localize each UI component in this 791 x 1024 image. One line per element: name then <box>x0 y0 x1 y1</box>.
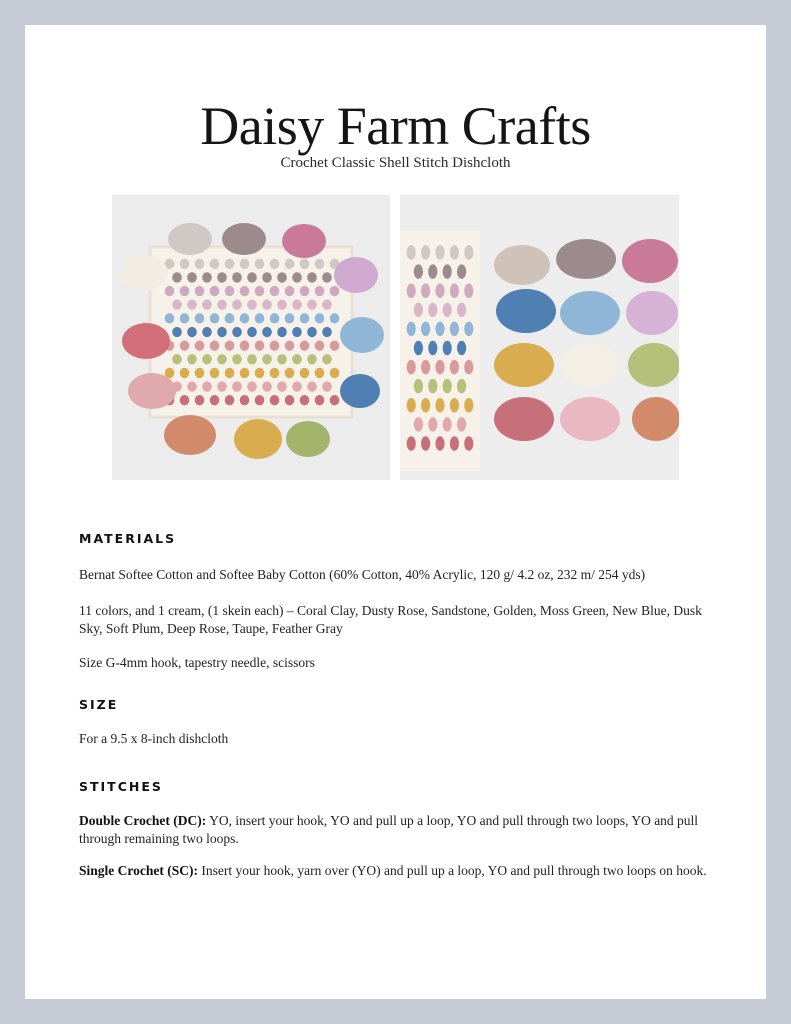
shell-stitch <box>180 313 190 323</box>
shell-stitch <box>464 436 473 451</box>
shell-stitch <box>195 286 205 296</box>
shell-stitch <box>443 341 452 356</box>
shell-stitch <box>225 340 235 350</box>
shell-stitch <box>421 360 430 375</box>
shell-stitch <box>247 300 257 310</box>
shell-stitch <box>202 381 212 391</box>
shell-stitch <box>421 436 430 451</box>
shell-stitch <box>414 264 423 279</box>
shell-stitch <box>195 313 205 323</box>
document-page <box>25 25 766 999</box>
shell-stitch <box>180 340 190 350</box>
shell-stitch <box>292 272 302 282</box>
shell-stitch <box>172 327 182 337</box>
shell-stitch <box>210 286 220 296</box>
shell-stitch <box>428 264 437 279</box>
shell-stitch <box>262 327 272 337</box>
shell-stitch <box>195 340 205 350</box>
size-text: For a 9.5 x 8-inch dishcloth <box>79 731 229 746</box>
shell-stitch <box>307 300 317 310</box>
stitches-heading: STITCHES <box>79 779 163 794</box>
shell-stitch <box>428 417 437 432</box>
shell-stitch <box>307 354 317 364</box>
shell-stitch <box>225 286 235 296</box>
shell-stitch <box>428 341 437 356</box>
shell-stitch <box>270 259 280 269</box>
shell-stitch <box>270 368 280 378</box>
shell-stitch <box>450 360 459 375</box>
shell-stitch <box>300 395 310 405</box>
shell-stitch <box>443 303 452 318</box>
stitch-term: Double Crochet (DC): <box>79 813 207 828</box>
shell-stitch <box>270 286 280 296</box>
shell-stitch <box>457 341 466 356</box>
shell-stitch <box>414 417 423 432</box>
shell-stitch <box>210 340 220 350</box>
yarn-colors-photo <box>400 195 679 480</box>
shell-stitch <box>195 368 205 378</box>
shell-stitch <box>292 327 302 337</box>
shell-stitch <box>165 286 175 296</box>
shell-stitch <box>232 354 242 364</box>
shell-stitch <box>277 300 287 310</box>
shell-stitch <box>464 360 473 375</box>
shell-stitch <box>322 381 332 391</box>
shell-stitch <box>322 300 332 310</box>
shell-stitch <box>210 395 220 405</box>
shell-stitch <box>195 395 205 405</box>
shell-stitch <box>195 259 205 269</box>
pattern-subtitle: Crochet Classic Shell Stitch Dishcloth <box>280 155 511 171</box>
shell-stitch <box>322 327 332 337</box>
materials-colors: 11 colors, and 1 cream, (1 skein each) – Coral Clay, Dusty Rose, Sandstone, Golden, Moss Green, New Blue, Dusk Sky, Soft Plum, Deep Rose, Taupe, Feather Gray <box>79 603 702 636</box>
shell-stitch <box>457 303 466 318</box>
shell-stitch <box>217 381 227 391</box>
shell-stitch <box>322 272 332 282</box>
shell-stitch <box>450 283 459 298</box>
shell-stitch <box>262 381 272 391</box>
shell-stitch <box>262 354 272 364</box>
shell-stitch <box>240 286 250 296</box>
shell-stitch <box>285 368 295 378</box>
shell-stitch <box>232 272 242 282</box>
shell-stitch <box>450 398 459 413</box>
shell-stitch <box>172 300 182 310</box>
shell-stitch <box>421 322 430 337</box>
shell-stitch <box>435 283 444 298</box>
shell-stitch <box>210 259 220 269</box>
shell-stitch <box>300 286 310 296</box>
materials-tools: Size G-4mm hook, tapestry needle, scissors <box>79 655 315 670</box>
shell-stitch <box>217 272 227 282</box>
shell-stitch <box>307 381 317 391</box>
shell-stitch <box>315 313 325 323</box>
shell-stitch <box>202 300 212 310</box>
shell-stitch <box>464 398 473 413</box>
shell-stitch <box>407 245 416 260</box>
shell-stitch <box>285 259 295 269</box>
shell-stitch <box>180 368 190 378</box>
shell-stitch <box>285 286 295 296</box>
shell-stitch <box>322 354 332 364</box>
shell-stitch <box>443 379 452 394</box>
shell-stitch <box>407 398 416 413</box>
shell-stitch <box>292 381 302 391</box>
shell-stitch <box>217 327 227 337</box>
shell-stitch <box>262 272 272 282</box>
shell-stitch <box>187 327 197 337</box>
shell-stitch <box>255 395 265 405</box>
shell-stitch <box>255 259 265 269</box>
shell-stitch <box>247 381 257 391</box>
shell-stitch <box>172 272 182 282</box>
shell-stitch <box>180 286 190 296</box>
shell-stitch <box>300 259 310 269</box>
shell-stitch <box>315 286 325 296</box>
shell-stitch <box>300 313 310 323</box>
shell-stitch <box>307 272 317 282</box>
shell-stitch <box>414 379 423 394</box>
shell-stitch <box>457 264 466 279</box>
shell-stitch <box>262 300 272 310</box>
shell-stitch <box>414 341 423 356</box>
materials-yarn: Bernat Softee Cotton and Softee Baby Cotton (60% Cotton, 40% Acrylic, 120 g/ 4.2 oz, 232 m/ 254 yds) <box>79 567 646 582</box>
shell-stitch <box>407 283 416 298</box>
shell-stitch <box>450 245 459 260</box>
size-heading: SIZE <box>79 697 119 712</box>
shell-stitch <box>232 300 242 310</box>
dishcloth-photo <box>112 195 390 480</box>
shell-stitch <box>202 354 212 364</box>
shell-stitch <box>307 327 317 337</box>
shell-stitch <box>240 368 250 378</box>
shell-stitch <box>225 395 235 405</box>
shell-stitch <box>457 379 466 394</box>
shell-stitch <box>330 313 340 323</box>
shell-stitch <box>428 303 437 318</box>
shell-stitch <box>247 354 257 364</box>
shell-stitch <box>464 322 473 337</box>
stitch-double-crochet <box>79 812 719 848</box>
shell-stitch <box>225 368 235 378</box>
shell-stitch <box>435 436 444 451</box>
stitch-description: YO, insert your hook, YO and pull up a loop, YO and pull through two loops, YO and pull through remaining two loops. <box>79 813 699 846</box>
stitch-single-crochet <box>79 862 719 880</box>
shell-stitch <box>421 398 430 413</box>
shell-stitch <box>255 340 265 350</box>
shell-stitch <box>421 245 430 260</box>
shell-stitch <box>277 381 287 391</box>
shell-stitch <box>270 395 280 405</box>
shell-stitch <box>330 395 340 405</box>
shell-stitch <box>187 354 197 364</box>
stitch-term: Single Crochet (SC): <box>79 863 198 878</box>
shell-stitch <box>330 340 340 350</box>
shell-stitch <box>255 286 265 296</box>
shell-stitch <box>315 395 325 405</box>
shell-stitch <box>180 259 190 269</box>
shell-stitch <box>277 327 287 337</box>
shell-stitch <box>457 417 466 432</box>
shell-stitch <box>277 272 287 282</box>
shell-stitch <box>315 259 325 269</box>
shell-stitch <box>292 354 302 364</box>
shell-stitch <box>435 360 444 375</box>
shell-stitch <box>232 381 242 391</box>
shell-stitch <box>407 436 416 451</box>
shell-stitch <box>210 368 220 378</box>
shell-stitch <box>232 327 242 337</box>
shell-stitch <box>285 395 295 405</box>
shell-stitch <box>187 381 197 391</box>
shell-stitch <box>202 272 212 282</box>
materials-heading: MATERIALS <box>79 531 177 546</box>
shell-stitch <box>202 327 212 337</box>
shell-stitch <box>450 322 459 337</box>
shell-stitch <box>240 395 250 405</box>
shell-stitch <box>247 327 257 337</box>
shell-stitch <box>180 395 190 405</box>
shell-stitch <box>187 300 197 310</box>
shell-stitch <box>247 272 257 282</box>
shell-stitch <box>255 368 265 378</box>
shell-stitch <box>407 322 416 337</box>
shell-stitch <box>285 313 295 323</box>
shell-stitch <box>240 259 250 269</box>
shell-stitch <box>225 259 235 269</box>
shell-stitch <box>270 340 280 350</box>
shell-stitch <box>255 313 265 323</box>
shell-stitch <box>421 283 430 298</box>
shell-stitch <box>165 313 175 323</box>
shell-stitch <box>217 300 227 310</box>
shell-stitch <box>330 286 340 296</box>
shell-stitch <box>435 245 444 260</box>
shell-stitch <box>330 368 340 378</box>
shell-stitch <box>450 436 459 451</box>
shell-stitch <box>464 245 473 260</box>
shell-stitch <box>315 340 325 350</box>
shell-stitch <box>428 379 437 394</box>
shell-stitch <box>443 264 452 279</box>
shell-stitch <box>300 368 310 378</box>
stitch-description: Insert your hook, yarn over (YO) and pull up a loop, YO and pull through two loops on hook. <box>198 863 707 878</box>
shell-stitch <box>217 354 227 364</box>
brand-title: Daisy Farm Crafts <box>200 96 591 156</box>
shell-stitch <box>225 313 235 323</box>
shell-stitch <box>292 300 302 310</box>
shell-stitch <box>300 340 310 350</box>
shell-stitch <box>435 398 444 413</box>
shell-stitch <box>407 360 416 375</box>
shell-stitch <box>240 313 250 323</box>
shell-stitch <box>172 354 182 364</box>
shell-stitch <box>435 322 444 337</box>
shell-stitch <box>240 340 250 350</box>
shell-stitch <box>464 283 473 298</box>
shell-stitch <box>443 417 452 432</box>
shell-stitch <box>210 313 220 323</box>
shell-stitch <box>285 340 295 350</box>
shell-stitch <box>315 368 325 378</box>
shell-stitch <box>270 313 280 323</box>
shell-stitch <box>277 354 287 364</box>
shell-stitch <box>414 303 423 318</box>
shell-stitch <box>187 272 197 282</box>
